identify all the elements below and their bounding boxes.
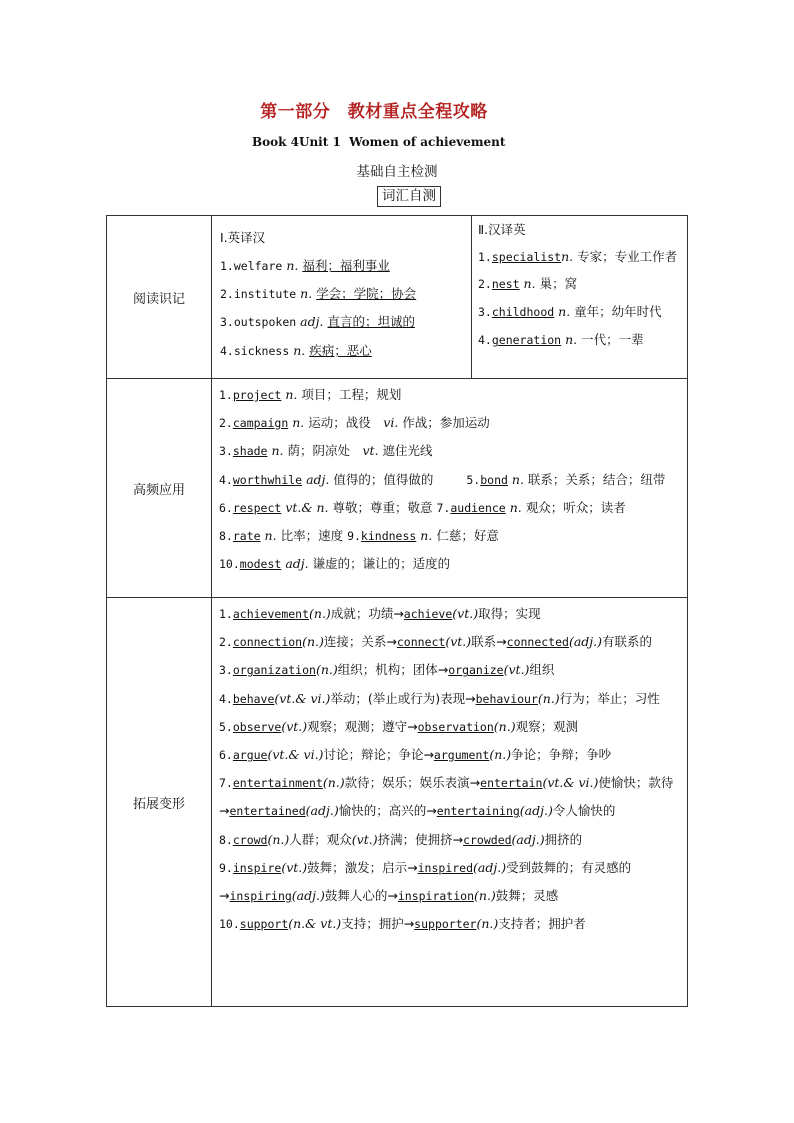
english-to-chinese	[212, 216, 472, 378]
section-label: Ⅱ.汉译英	[478, 222, 526, 237]
list-item: 2.connection(n.)连接；关系→connect(vt.)联系→connected(adj.)有联系的	[219, 634, 653, 650]
chinese-to-english	[472, 216, 687, 378]
list-item: 8.rate n. 比率；速度 9.kindness n. 仁慈；好意	[219, 528, 499, 544]
table-row	[107, 379, 688, 598]
table-row	[107, 598, 688, 1007]
list-item: 2.institute n. 学会；学院；协会	[220, 286, 417, 302]
list-item: 4.generation n. 一代；一辈	[478, 332, 644, 348]
list-item: 4.sickness n. 疾病；恶心	[220, 342, 372, 358]
list-item: 1.achievement(n.)成就；功绩→achieve(vt.)取得；实现	[219, 606, 541, 621]
list-item: 2.campaign n. 运动；战役 vi. 作战；参加运动	[219, 415, 490, 431]
list-item: 10.support(n.& vt.)支持；拥护→supporter(n.)支持者；拥护者	[219, 916, 586, 932]
list-item: 2.nest n. 巢；窝	[478, 276, 578, 291]
list-item: 1.specialistn. 专家；专业工作者	[478, 249, 678, 264]
row-category: 阅读识记	[107, 216, 212, 379]
section-heading: 基础自主检测	[356, 164, 438, 180]
list-item: 9.inspire(vt.)鼓舞；激发；启示→inspired(adj.)受到鼓舞的；有灵感的→inspiring(adj.)鼓舞人心的→inspiration(n.)鼓舞；灵感	[219, 859, 632, 904]
high-frequency-list	[212, 379, 687, 582]
boxed-heading: 词汇自测	[377, 186, 441, 207]
word-forms-list	[212, 598, 687, 942]
list-item: 6.respect vt.& n. 尊敬；尊重；敬意 7.audience n. 观众；听众；读者	[219, 499, 626, 515]
list-item: 4.behave(vt.& vi.)举动；(举止或行为)表现→behaviour(n.)行为；举止；习性	[219, 690, 660, 706]
list-item: 3.childhood n. 童年；幼年时代	[478, 304, 662, 320]
page-title: 第一部分 教材重点全程攻略	[260, 102, 488, 122]
vocabulary-table	[106, 215, 688, 1007]
list-item: 1.project n. 项目；工程；规划	[219, 387, 402, 402]
row-category: 高频应用	[107, 379, 212, 598]
list-item: 1.welfare n. 福利；福利事业	[220, 258, 390, 273]
section-label: Ⅰ.英译汉	[220, 230, 266, 245]
list-item: 3.outspoken adj. 直言的；坦诚的	[220, 314, 415, 330]
table-row	[107, 216, 688, 379]
list-item: 3.organization(n.)组织；机构；团体→organize(vt.)组织	[219, 662, 555, 678]
row-category: 拓展变形	[107, 598, 212, 1007]
list-item: 5.observe(vt.)观察；观测；遵守→observation(n.)观察；观测	[219, 718, 579, 734]
list-item: 6.argue(vt.& vi.)讨论；辩论；争论→argument(n.)争论；争辩；争吵	[219, 747, 612, 763]
list-item: 3.shade n. 荫；阴凉处 vt. 遮住光线	[219, 443, 433, 459]
list-item: 4.worthwhile adj. 值得的；值得做的 5.bond n. 联系；关系；结合；纽带	[219, 471, 666, 487]
unit-subtitle: Book 4Unit 1 Women of achievement	[252, 135, 506, 149]
list-item: 7.entertainment(n.)款待；娱乐；娱乐表演→entertain(vt.& vi.)使愉快；款待→entertained(adj.)愉快的；高兴的→entertaining(adj.)令人愉快的	[219, 775, 674, 819]
list-item: 10.modest adj. 谦虚的；谦让的；适度的	[219, 556, 451, 572]
list-item: 8.crowd(n.)人群；观众(vt.)挤满；使拥挤→crowded(adj.)拥挤的	[219, 831, 583, 847]
